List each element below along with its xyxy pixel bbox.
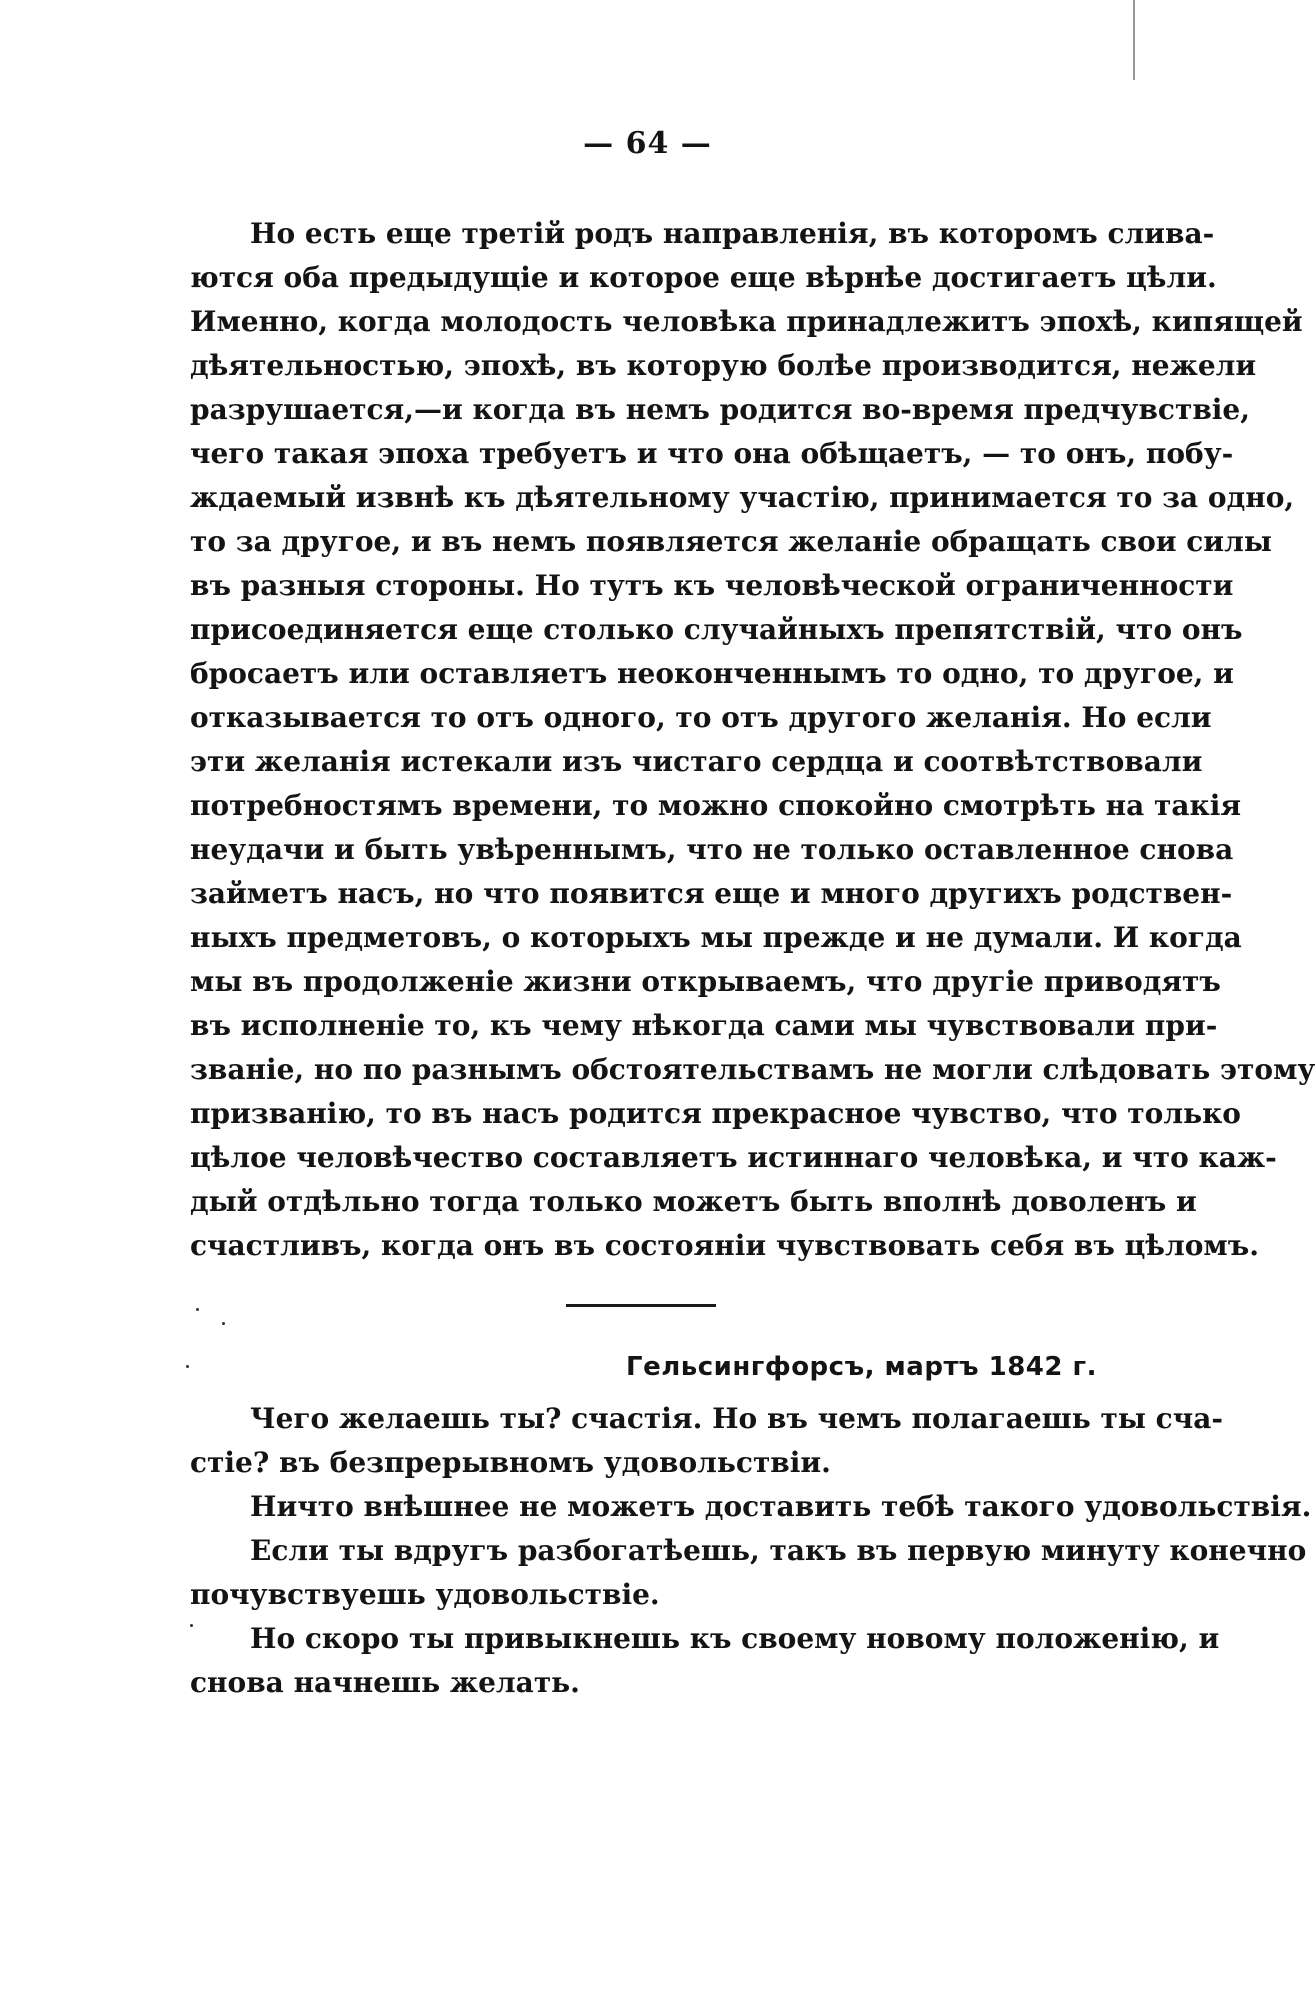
scan-edge bbox=[1133, 0, 1135, 80]
section-divider bbox=[566, 1304, 716, 1307]
text-line: Чего желаешь ты? счастія. Но въ чемъ полагаешь ты сча- bbox=[250, 1402, 1223, 1435]
text-line: призванію, то въ насъ родится прекрасное чувство, что только bbox=[190, 1097, 1241, 1130]
text-line: Ничто внѣшнее не можетъ доставить тебѣ такого удовольствія. bbox=[250, 1490, 1312, 1523]
text-line: потребностямъ времени, то можно спокойно смотрѣть на такія bbox=[190, 789, 1242, 822]
text-line: Но есть еще третій родъ направленія, въ которомъ слива- bbox=[250, 217, 1215, 250]
speck bbox=[190, 1624, 193, 1627]
text-line: бросаетъ или оставляетъ неоконченнымъ то одно, то другое, и bbox=[190, 657, 1234, 690]
text-line: неудачи и быть увѣреннымъ, что не только оставленное снова bbox=[190, 833, 1234, 866]
text-line: дѣятельностью, эпохѣ, въ которую болѣе производится, нежели bbox=[190, 349, 1257, 382]
text-line: Если ты вдругъ разбогатѣешь, такъ въ первую минуту конечно bbox=[250, 1534, 1307, 1567]
speck bbox=[222, 1322, 225, 1325]
text-line: займетъ насъ, но что появится еще и много другихъ родствен- bbox=[190, 877, 1233, 910]
text-line: отказывается то отъ одного, то отъ другого желанія. Но если bbox=[190, 701, 1212, 734]
text-line: присоединяется еще столько случайныхъ препятствій, что онъ bbox=[190, 613, 1243, 646]
text-line: эти желанія истекали изъ чистаго сердца и соотвѣтствовали bbox=[190, 745, 1203, 778]
speck bbox=[196, 1308, 199, 1311]
text-line: ждаемый извнѣ къ дѣятельному участію, принимается то за одно, bbox=[190, 481, 1295, 514]
text-line: мы въ продолженіе жизни открываемъ, что другіе приводятъ bbox=[190, 965, 1221, 998]
text-line: ныхъ предметовъ, о которыхъ мы прежде и не думали. И когда bbox=[190, 921, 1242, 954]
text-line: въ исполненіе то, къ чему нѣкогда сами мы чувствовали при- bbox=[190, 1009, 1218, 1042]
text-line: цѣлое человѣчество составляетъ истиннаго человѣка, и что каж- bbox=[190, 1141, 1277, 1174]
text-line: стіе? въ безпрерывномъ удовольствіи. bbox=[190, 1446, 831, 1479]
dateline: Гельсингфорсъ, мартъ 1842 г. bbox=[626, 1352, 1097, 1382]
text-line: почувствуешь удовольствіе. bbox=[190, 1578, 660, 1611]
page-number: — 64 — bbox=[583, 126, 712, 161]
text-line: ются оба предыдущіе и которое еще вѣрнѣе достигаетъ цѣли. bbox=[190, 261, 1217, 294]
text-line: въ разныя стороны. Но тутъ къ человѣческой ограниченности bbox=[190, 569, 1234, 602]
text-line: счастливъ, когда онъ въ состояніи чувствовать себя въ цѣломъ. bbox=[190, 1229, 1259, 1262]
text-line: дый отдѣльно тогда только можетъ быть вполнѣ доволенъ и bbox=[190, 1185, 1197, 1218]
text-line: Но скоро ты привыкнешь къ своему новому положенію, и bbox=[250, 1622, 1220, 1655]
text-line: званіе, но по разнымъ обстоятельствамъ не могли слѣдовать этому bbox=[190, 1053, 1315, 1086]
speck bbox=[186, 1365, 189, 1368]
text-line: Именно, когда молодость человѣка принадлежитъ эпохѣ, кипящей bbox=[190, 305, 1303, 338]
text-line: чего такая эпоха требуетъ и что она обѣщаетъ, — то онъ, побу- bbox=[190, 437, 1234, 470]
text-line: разрушается,—и когда въ немъ родится во-время предчувствіе, bbox=[190, 393, 1250, 426]
text-line: то за другое, и въ немъ появляется желаніе обращать свои силы bbox=[190, 525, 1272, 558]
text-line: снова начнешь желать. bbox=[190, 1666, 580, 1699]
